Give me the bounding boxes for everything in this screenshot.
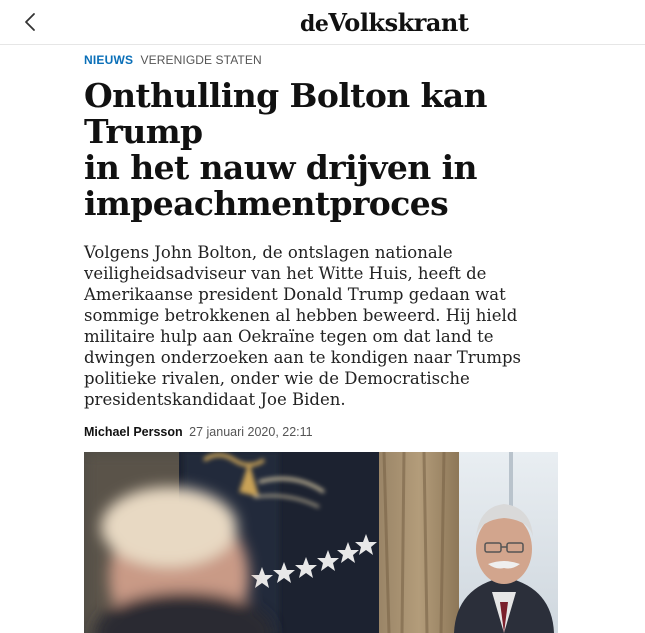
chevron-left-icon [23,12,37,32]
headline-line: Onthulling Bolton kan Trump [84,76,487,151]
top-navigation-bar [0,0,645,45]
author-name[interactable]: Michael Persson [84,425,183,439]
headline-line: in het nauw drijven in [84,148,477,187]
publish-date: 27 januari 2020, 22:11 [189,425,313,439]
headline-line: impeachmentproces [84,184,449,223]
back-button[interactable] [16,8,44,36]
section-label[interactable]: NIEUWS [84,53,134,67]
article-kicker [84,52,564,68]
photo-illustration [84,452,558,633]
topic-label[interactable]: VERENIGDE STATEN [140,53,262,67]
article-header [84,50,564,440]
site-logo[interactable] [300,8,468,37]
article-headline [84,78,564,222]
article-lead: Volgens John Bolton, de ontslagen nationale veiligheidsadviseur van het Witte Huis, heeft de Amerikaanse president Donald Trump gedaan wat sommige betrokkenen al hebben beweerd. Hij hield militaire hulp aan Oekraïne tegen om dat land te dwingen onderzoeken aan te kondigen naar Trumps politieke rivalen, onder wie de Democratische presidentskandidaat Joe Biden. [84,243,522,409]
article-photo[interactable] [84,452,558,633]
article-byline [84,424,564,440]
logo-prefix: de [300,11,329,37]
logo-name: Volkskrant [328,8,469,37]
